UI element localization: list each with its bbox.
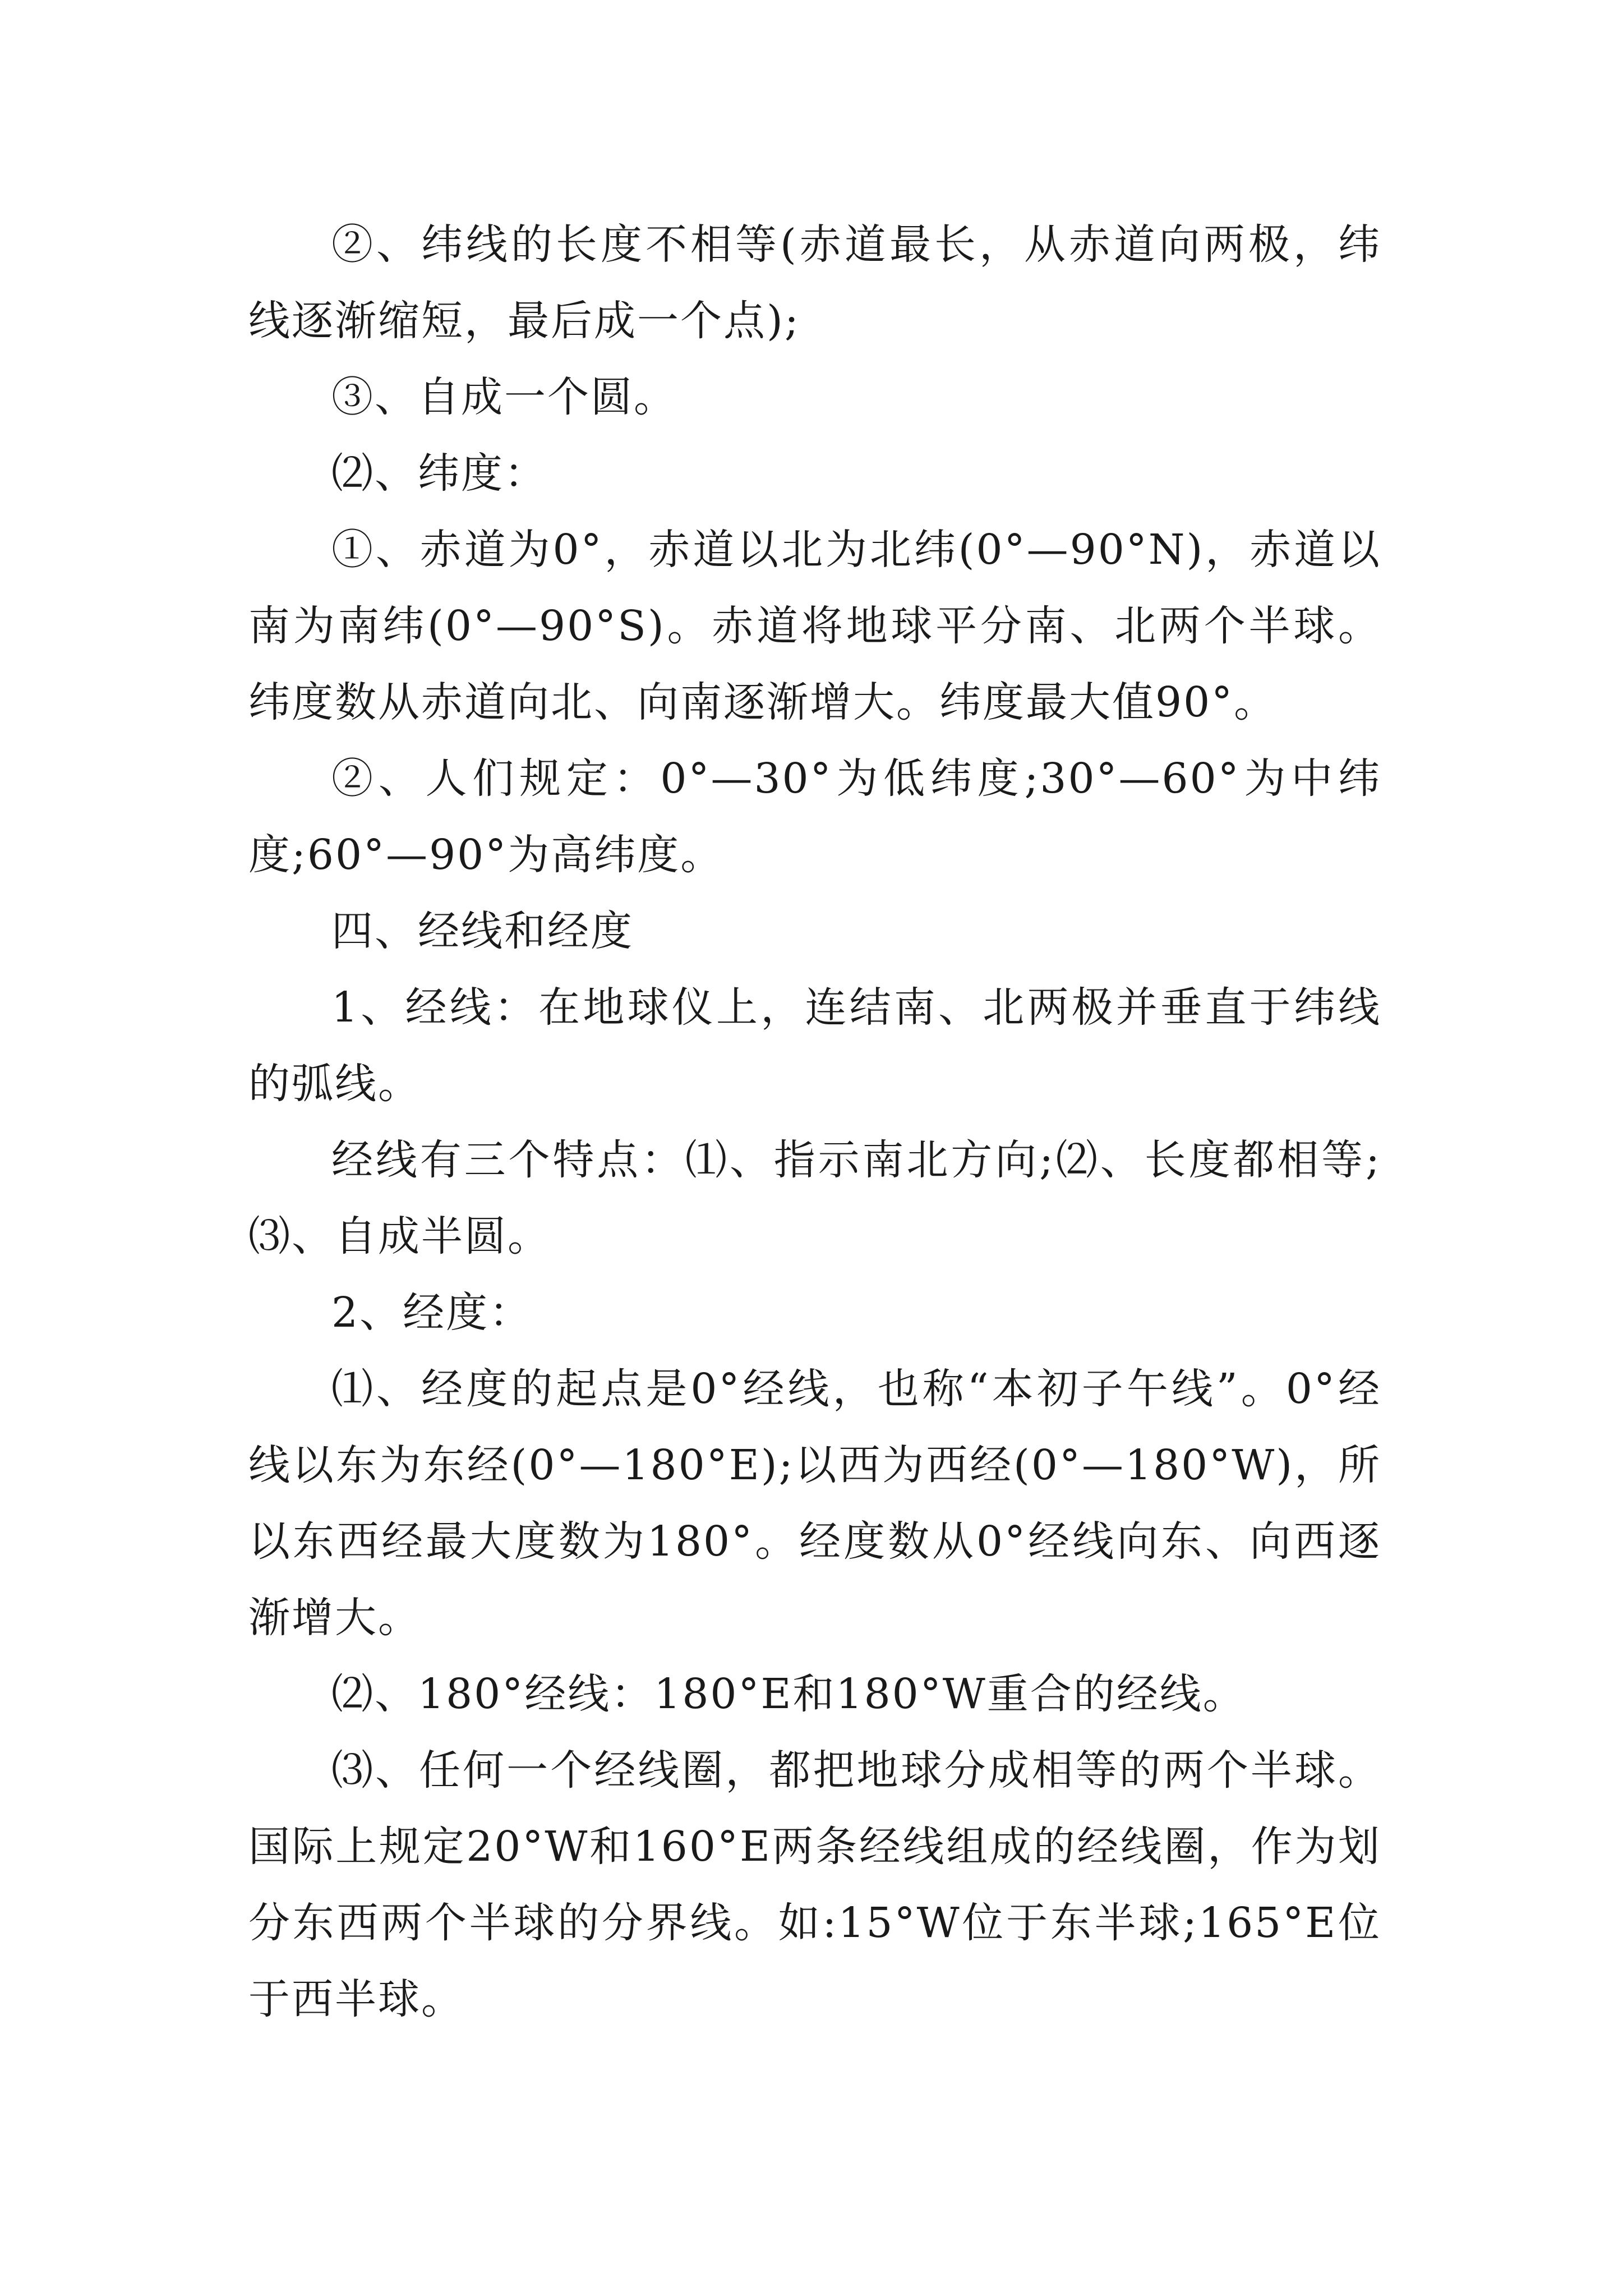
paragraph-180-meridian: ⑵、180°经线：180°E和180°W重合的经线。	[331, 1670, 1246, 1718]
paragraph-prime-meridian: ⑴、经度的起点是0°经线，也称“本初子午线”。0°经线以东为东经(0°—180°E);以西为西经(0°—180°W)，所以东西经最大度数为180°。经度数从0°经线向东、向西逐渐增大。	[248, 1365, 1381, 1642]
section-heading-longitude: 四、经线和经度	[331, 907, 634, 955]
paragraph-latitude-length: ②、纬线的长度不相等(赤道最长，从赤道向两极，纬线逐渐缩短，最后成一个点);	[248, 220, 1381, 345]
heading-longitude-degree: 2、经度：	[331, 1289, 533, 1337]
document-body	[248, 206, 1381, 2037]
heading-latitude-degree: ⑵、纬度：	[331, 449, 547, 498]
paragraph-latitude-circle: ③、自成一个圆。	[331, 373, 677, 421]
paragraph-latitude-zones: ②、人们规定：0°—30°为低纬度;30°—60°为中纬度;60°—90°为高纬度。	[248, 754, 1381, 879]
paragraph-meridian-features: 经线有三个特点：⑴、指示南北方向;⑵、长度都相等;⑶、自成半圆。	[248, 1136, 1381, 1260]
paragraph-meridian-definition: 1、经线：在地球仪上，连结南、北两极并垂直于纬线的弧线。	[248, 983, 1381, 1108]
paragraph-equator: ①、赤道为0°，赤道以北为北纬(0°—90°N)，赤道以南为南纬(0°—90°S)。赤道将地球平分南、北两个半球。纬度数从赤道向北、向南逐渐增大。纬度最大值90°。	[248, 526, 1381, 726]
paragraph-hemisphere-boundary: ⑶、任何一个经线圈，都把地球分成相等的两个半球。国际上规定20°W和160°E两条经线组成的经线圈，作为划分东西两个半球的分界线。如:15°W位于东半球;165°E位于西半球。	[248, 1746, 1381, 2023]
